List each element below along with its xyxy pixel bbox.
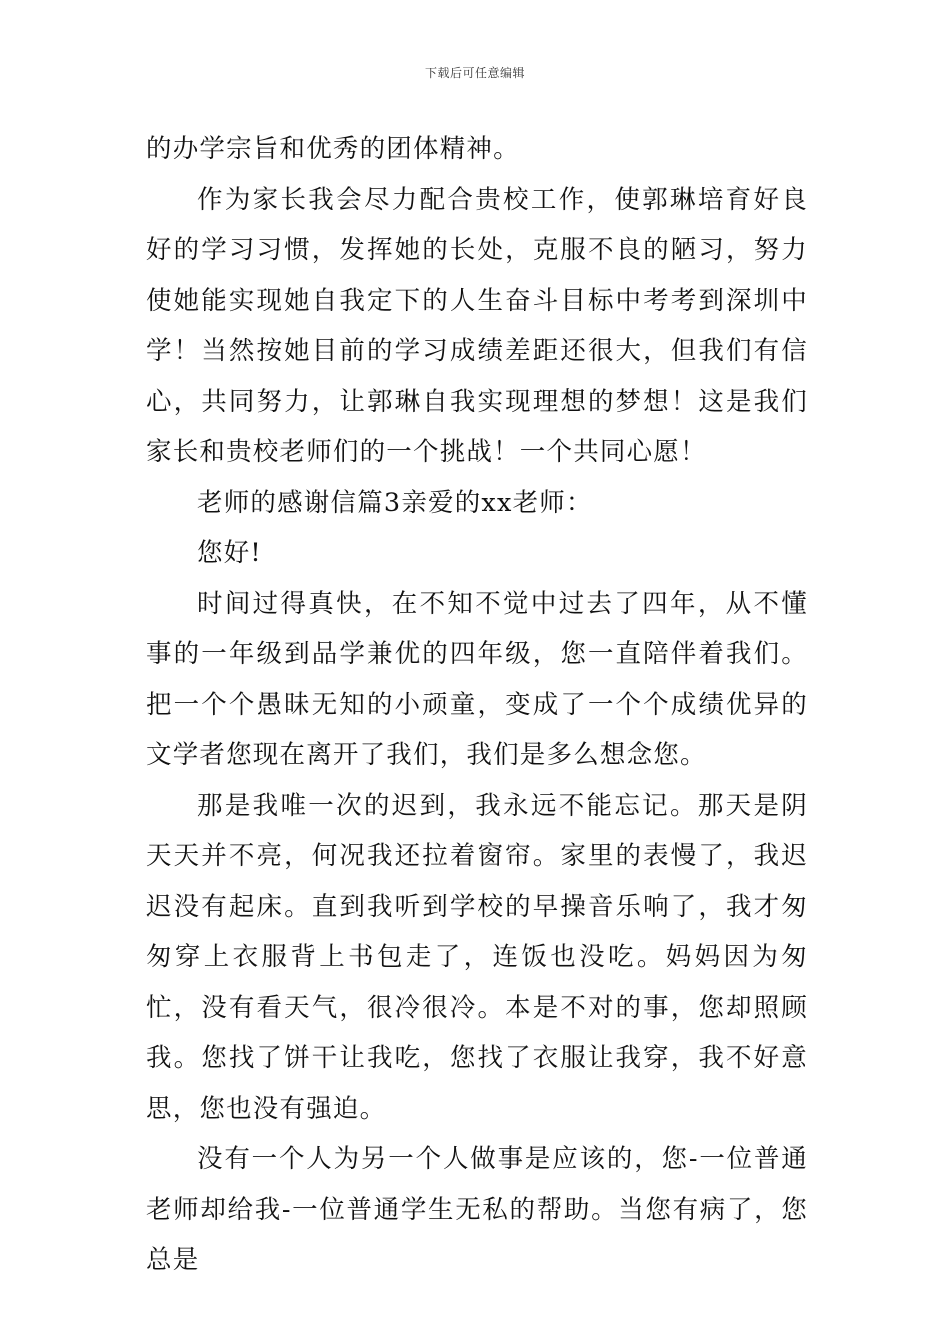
paragraph-continuation: 的办学宗旨和优秀的团体精神。 xyxy=(146,134,520,164)
paragraph-greeting: 您好! xyxy=(197,538,262,568)
paragraph-parent-commitment: 作为家长我会尽力配合贵校工作，使郭琳培育好良好的学习习惯，发挥她的长处，克服不良的陋习，努力使她能实现她自我定下的人生奋斗目标中考考到深圳中学！当然按她目前的学习成绩差距还很大，但我们有信心，共同努力，让郭琳自我实现理想的梦想！这是我们家长和贵校老师们的一个挑战！一个共同心愿！ xyxy=(146,184,808,467)
paragraph-late-story: 那是我唯一次的迟到，我永远不能忘记。那天是阴天天并不亮，何况我还拉着窗帘。家里的表慢了，我迟迟没有起床。直到我听到学校的早操音乐响了，我才匆匆穿上衣服背上书包走了，连饭也没吃。妈妈因为匆忙，没有看天气，很冷很冷。本是不对的事，您却照顾我。您找了饼干让我吃，您找了衣服让我穿，我不好意思，您也没有强迫。 xyxy=(146,790,808,1124)
paragraph-selfless-help: 没有一个人为另一个人做事是应该的，您-一位普通老师却给我-一位普通学生无私的帮助。当您有病了，您总是 xyxy=(146,1144,808,1275)
page-header-note: 下载后可任意编辑 xyxy=(424,66,525,80)
paragraph-letter-title: 老师的感谢信篇3亲爱的xx老师： xyxy=(197,487,593,518)
document-body xyxy=(146,124,808,1286)
paragraph-time-flies: 时间过得真快，在不知不觉中过去了四年，从不懂事的一年级到品学兼优的四年级，您一直陪伴着我们。把一个个愚昧无知的小顽童，变成了一个个成绩优异的文学者您现在离开了我们，我们是多么想念您。 xyxy=(146,588,808,770)
